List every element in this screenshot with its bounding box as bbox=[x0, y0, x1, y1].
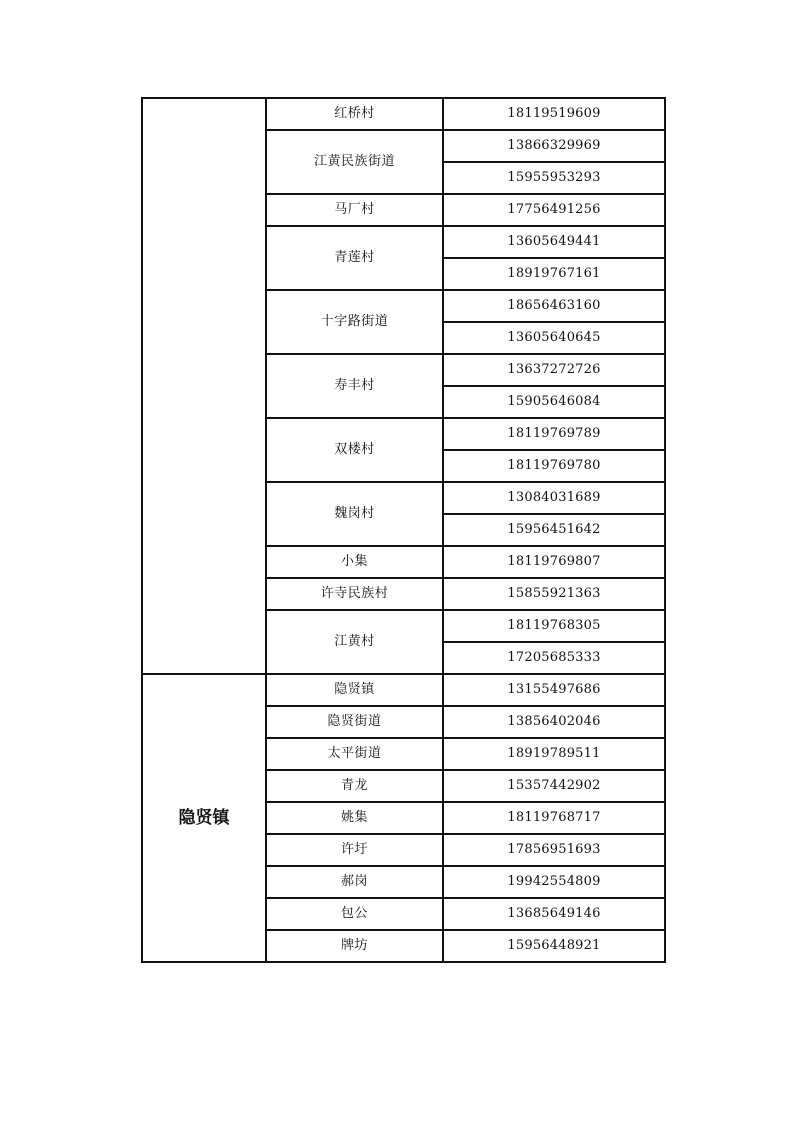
village-name-cell: 青龙 bbox=[266, 770, 443, 802]
phone-number-cell: 13605649441 bbox=[443, 226, 665, 258]
table-row bbox=[142, 674, 665, 706]
village-name-cell: 隐贤镇 bbox=[266, 674, 443, 706]
village-name-cell: 江黄村 bbox=[266, 610, 443, 674]
phone-number-cell: 13605640645 bbox=[443, 322, 665, 354]
phone-number-cell: 15905646084 bbox=[443, 386, 665, 418]
town-name-cell: 隐贤镇 bbox=[142, 674, 266, 962]
phone-number-cell: 15956451642 bbox=[443, 514, 665, 546]
village-name-cell: 双楼村 bbox=[266, 418, 443, 482]
village-name-cell: 马厂村 bbox=[266, 194, 443, 226]
table-row bbox=[142, 98, 665, 130]
phone-number-cell: 13685649146 bbox=[443, 898, 665, 930]
phone-number-cell: 18656463160 bbox=[443, 290, 665, 322]
village-name-cell: 郝岗 bbox=[266, 866, 443, 898]
phone-number-cell: 13084031689 bbox=[443, 482, 665, 514]
village-name-cell: 许寺民族村 bbox=[266, 578, 443, 610]
village-name-cell: 许圩 bbox=[266, 834, 443, 866]
phone-number-cell: 15956448921 bbox=[443, 930, 665, 962]
village-name-cell: 牌坊 bbox=[266, 930, 443, 962]
phone-number-cell: 18119769780 bbox=[443, 450, 665, 482]
phone-number-cell: 13856402046 bbox=[443, 706, 665, 738]
phone-number-cell: 18919789511 bbox=[443, 738, 665, 770]
phone-number-cell: 18119768717 bbox=[443, 802, 665, 834]
phone-number-cell: 17856951693 bbox=[443, 834, 665, 866]
village-name-cell: 隐贤街道 bbox=[266, 706, 443, 738]
village-name-cell: 太平街道 bbox=[266, 738, 443, 770]
village-name-cell: 江黄民族街道 bbox=[266, 130, 443, 194]
village-name-cell: 小集 bbox=[266, 546, 443, 578]
village-name-cell: 红桥村 bbox=[266, 98, 443, 130]
phone-number-cell: 13155497686 bbox=[443, 674, 665, 706]
phone-number-cell: 13637272726 bbox=[443, 354, 665, 386]
contact-table-body bbox=[142, 98, 665, 962]
phone-number-cell: 18119768305 bbox=[443, 610, 665, 642]
phone-number-cell: 18119519609 bbox=[443, 98, 665, 130]
village-name-cell: 魏岗村 bbox=[266, 482, 443, 546]
village-name-cell: 寿丰村 bbox=[266, 354, 443, 418]
phone-number-cell: 15357442902 bbox=[443, 770, 665, 802]
village-name-cell: 青莲村 bbox=[266, 226, 443, 290]
phone-number-cell: 17205685333 bbox=[443, 642, 665, 674]
village-name-cell: 包公 bbox=[266, 898, 443, 930]
phone-number-cell: 15955953293 bbox=[443, 162, 665, 194]
village-name-cell: 姚集 bbox=[266, 802, 443, 834]
contact-table bbox=[141, 97, 666, 963]
village-name-cell: 十字路街道 bbox=[266, 290, 443, 354]
phone-number-cell: 18119769807 bbox=[443, 546, 665, 578]
phone-number-cell: 18119769789 bbox=[443, 418, 665, 450]
town-name-cell bbox=[142, 98, 266, 674]
phone-number-cell: 18919767161 bbox=[443, 258, 665, 290]
phone-number-cell: 17756491256 bbox=[443, 194, 665, 226]
phone-number-cell: 15855921363 bbox=[443, 578, 665, 610]
phone-number-cell: 19942554809 bbox=[443, 866, 665, 898]
phone-number-cell: 13866329969 bbox=[443, 130, 665, 162]
